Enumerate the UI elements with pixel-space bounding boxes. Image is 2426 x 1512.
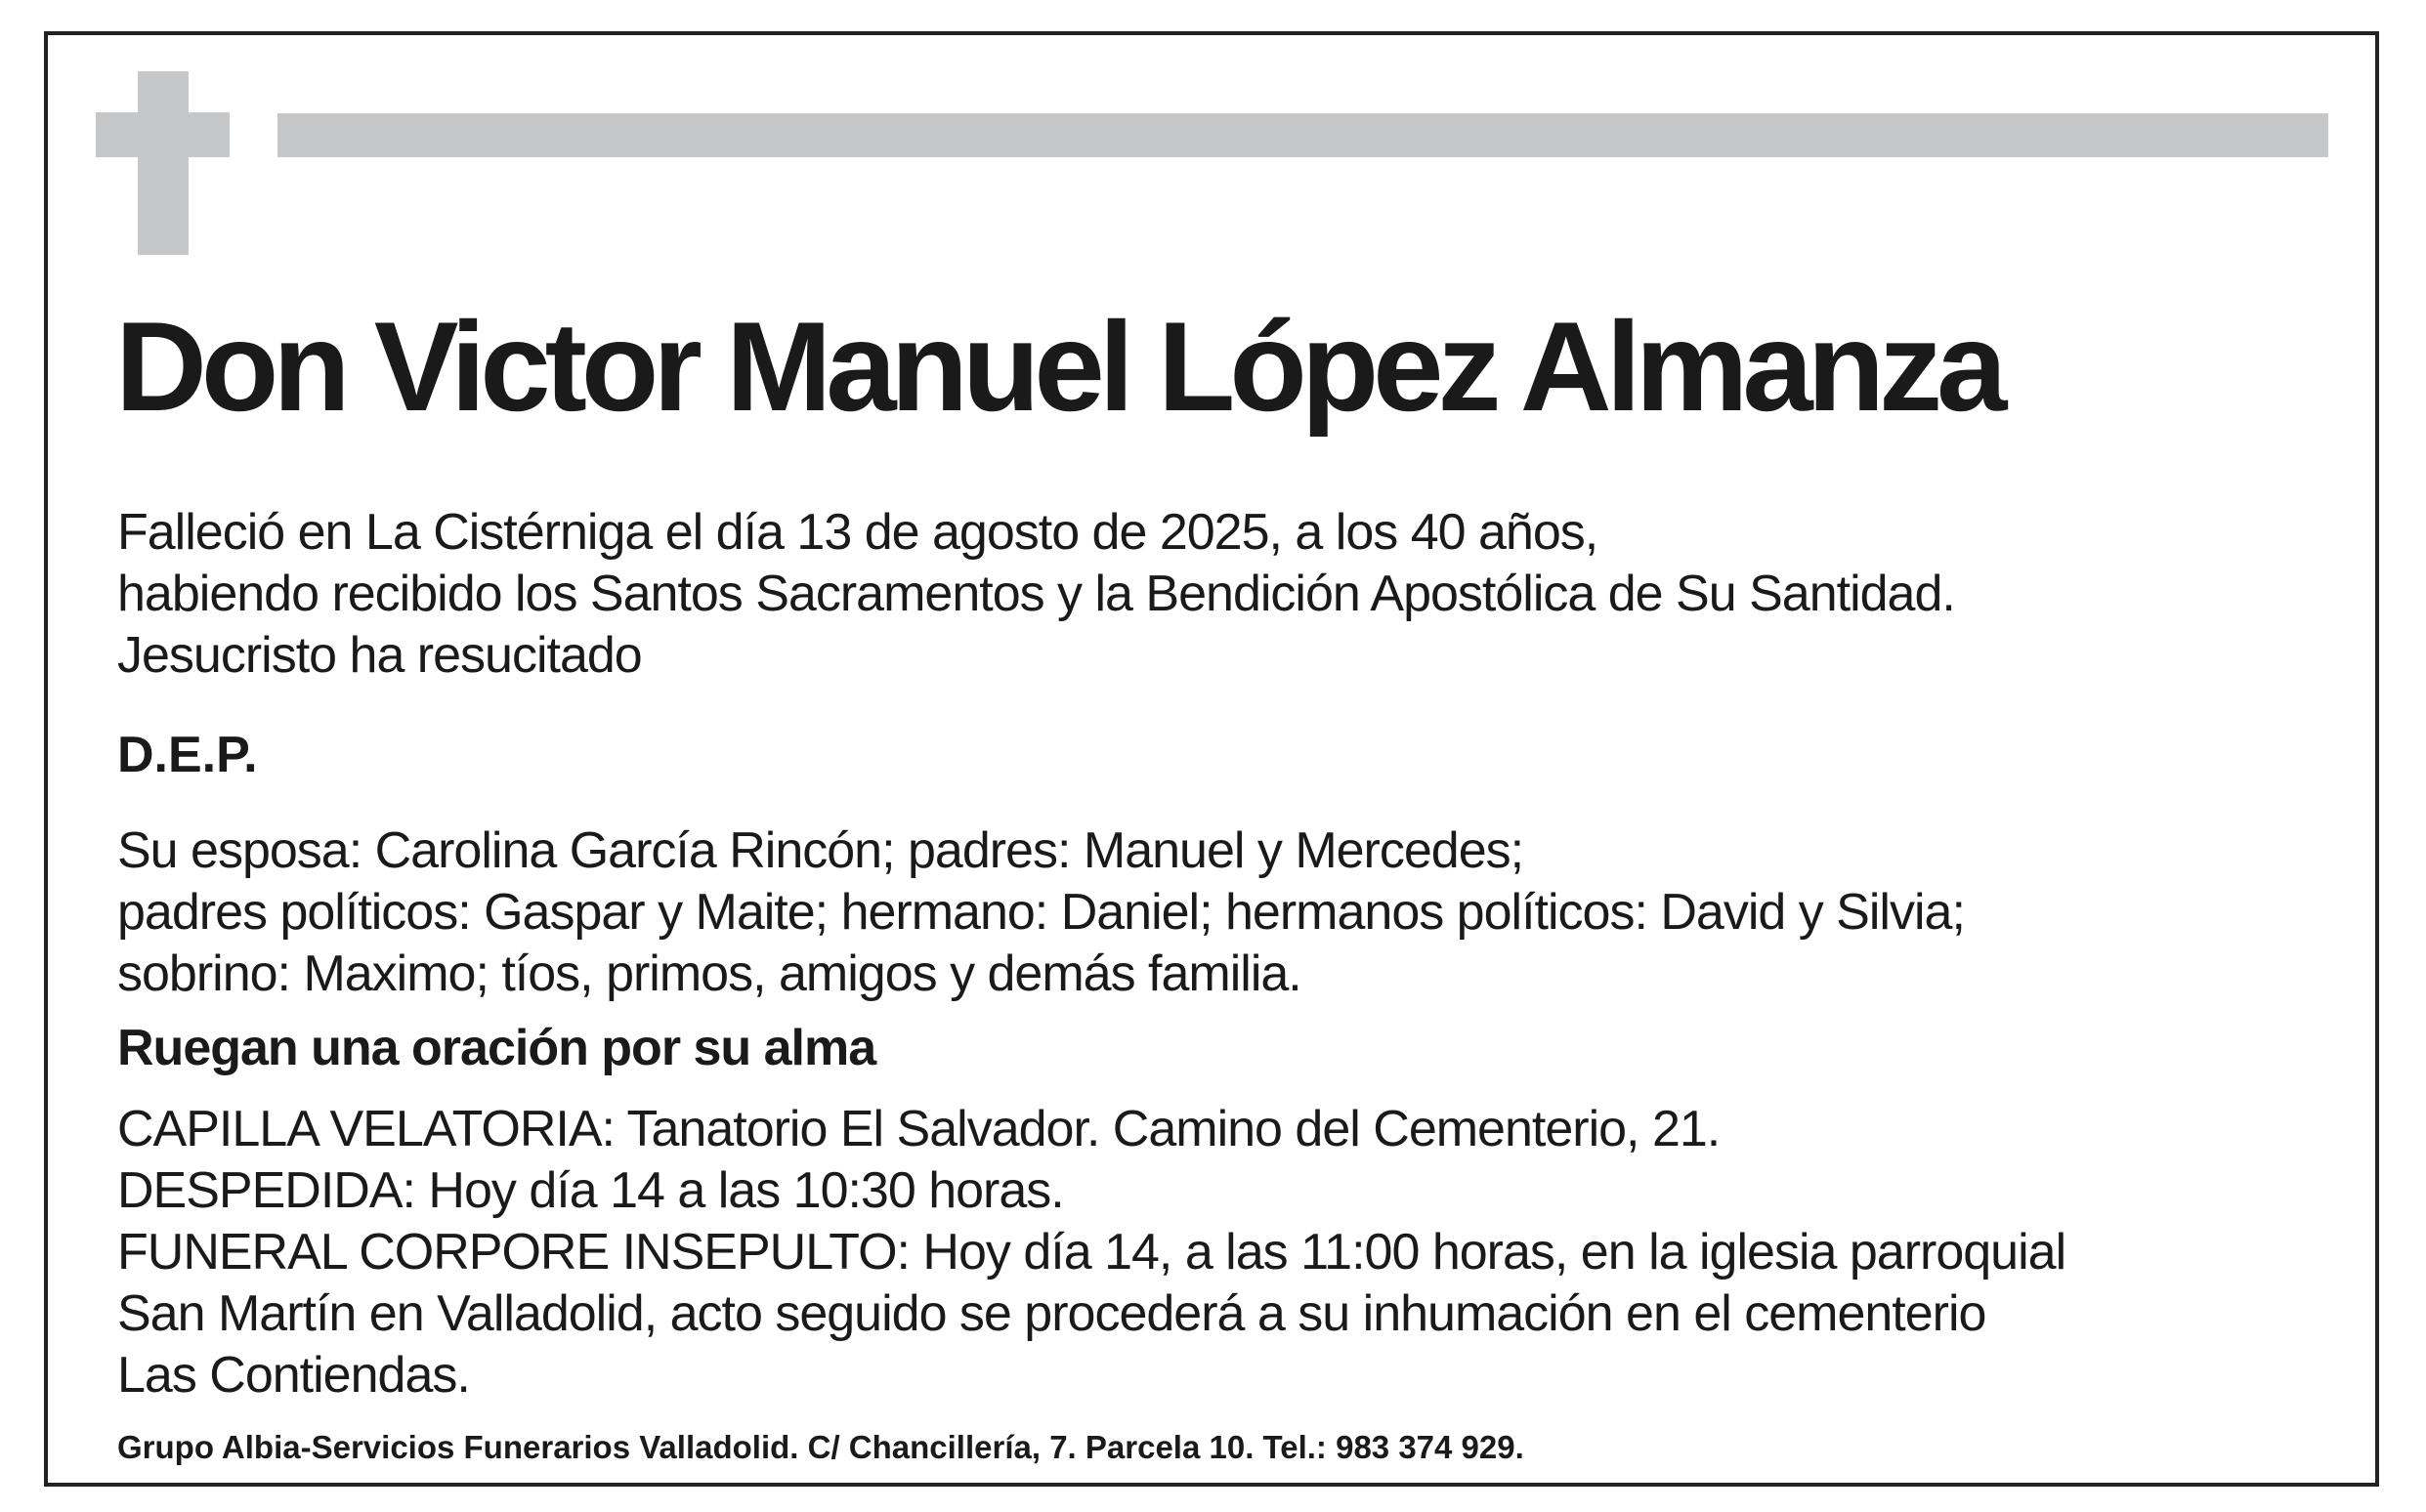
intro-line: Falleció en La Cistérniga el día 13 de agosto de 2025, a los 40 años, [117,504,1598,561]
service-line: FUNERAL CORPORE INSEPULTO: Hoy día 14, a las 11:00 horas, en la iglesia parroquial [117,1224,2066,1281]
funeral-home-footer: Grupo Albia-Servicios Funerarios Valladolid. C/ Chancillería, 7. Parcela 10. Tel.: 983 374 929. [117,1429,1524,1465]
intro-line: Jesucristo ha resucitado [117,627,642,684]
service-line: Las Contiendas. [117,1347,470,1404]
family-line: sobrino: Maximo; tíos, primos, amigos y demás familia. [117,945,1301,1002]
cross-horizontal-bar [96,112,230,157]
family-line: padres políticos: Gaspar y Maite; hermano: Daniel; hermanos políticos: David y Silvia; [117,884,1965,941]
prayer-heading: Ruegan una oración por su alma [117,1020,876,1076]
intro-line: habiendo recibido los Santos Sacramentos y la Bendición Apostólica de Su Santidad. [117,566,1955,622]
header-bar [277,113,2328,157]
service-line: San Martín en Valladolid, acto seguido se procederá a su inhumación en el cementerio [117,1285,1986,1342]
intro-paragraph [117,502,2345,687]
family-paragraph [117,820,2345,1005]
dep-label: D.E.P. [117,727,258,783]
service-line: CAPILLA VELATORIA: Tanatorio El Salvador. Camino del Cementerio, 21. [117,1101,1721,1157]
cross-vertical-bar [138,71,189,255]
family-line: Su esposa: Carolina García Rincón; padres: Manuel y Mercedes; [117,822,1524,879]
deceased-name: Don Victor Manuel López Almanza [115,295,2002,438]
services-paragraph [117,1099,2345,1407]
service-line: DESPEDIDA: Hoy día 14 a las 10:30 horas. [117,1162,1064,1219]
